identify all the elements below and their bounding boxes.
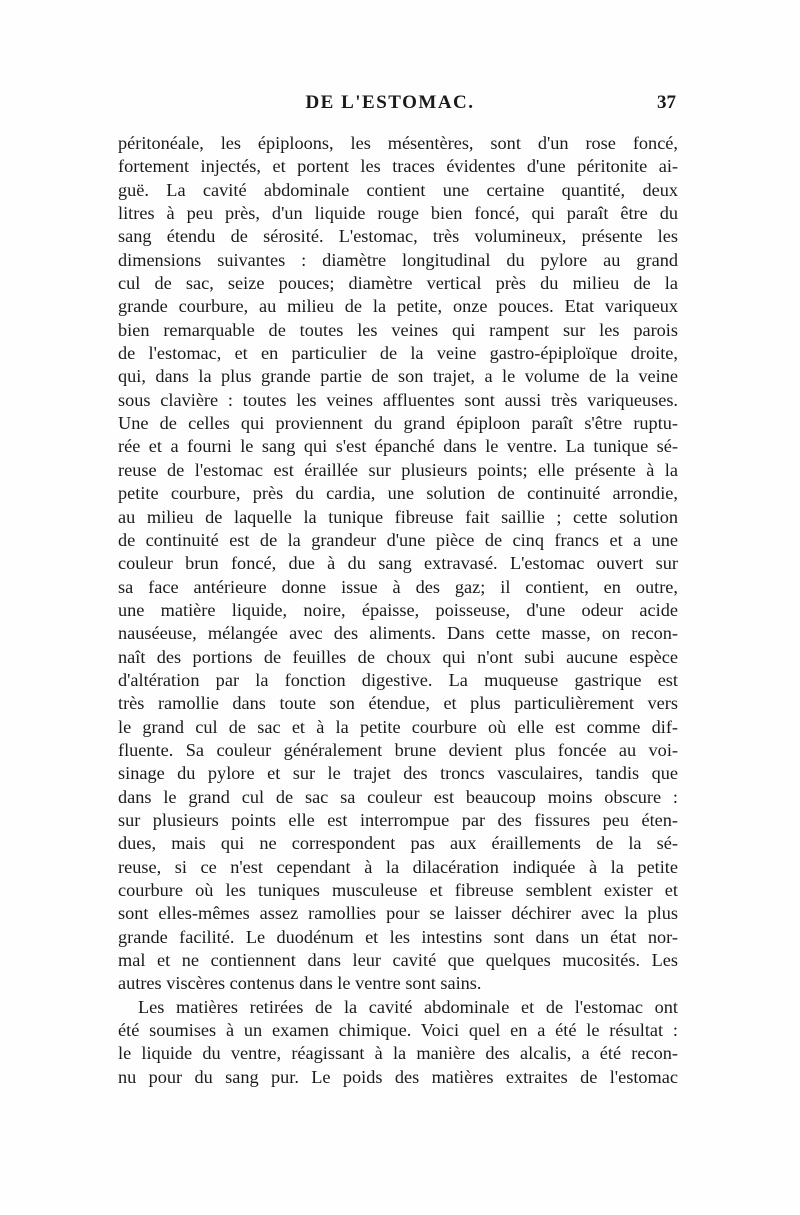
text-line: dans le grand cul de sac sa couleur est beaucoup moins obscure : [118, 786, 678, 807]
text-line: naît des portions de feuilles de choux qui n'ont subi aucune espèce [118, 646, 678, 667]
text-line: de continuité est de la grandeur d'une pièce de cinq francs et a une [118, 529, 678, 550]
text-line: sur plusieurs points elle est interrompue par des fissures peu éten- [118, 809, 678, 830]
text-line: cul de sac, seize pouces; diamètre vertical près du milieu de la [118, 273, 678, 294]
text-line: sous clavière : toutes les veines affluentes sont aussi très variqueuses. [118, 389, 678, 410]
text-line: Les matières retirées de la cavité abdominale et de l'estomac ont [138, 996, 678, 1017]
text-line: couleur brun foncé, due à du sang extravasé. L'estomac ouvert sur [118, 553, 678, 574]
text-line: péritonéale, les épiploons, les mésentères, sont d'un rose foncé, [118, 133, 678, 153]
text-line: dimensions suivantes : diamètre longitudinal du pylore au grand [118, 249, 678, 270]
text-line: le liquide du ventre, réagissant à la manière des alcalis, a été recon- [118, 1043, 678, 1064]
text-line: d'altération par la fonction digestive. La muqueuse gastrique est [118, 669, 678, 690]
text-line: grande courbure, au milieu de la petite, onze pouces. Etat variqueux [118, 296, 678, 317]
text-line: sont elles-mêmes assez ramollies pour se laisser déchirer avec la plus [118, 903, 678, 924]
text-line: au milieu de laquelle la tunique fibreuse fait saillie ; cette solution [118, 506, 678, 527]
text-line: qui, dans la plus grande partie de son trajet, a le volume de la veine [118, 366, 678, 387]
text-line: nauséeuse, mélangée avec des aliments. Dans cette masse, on recon- [118, 623, 678, 644]
text-line: reuse, si ce n'est cependant à la dilacération indiquée à la petite [118, 856, 678, 877]
page-number: 37 [657, 92, 676, 113]
text-line: grande facilité. Le duodénum et les intestins sont dans un état nor- [118, 926, 678, 947]
text-line: reuse de l'estomac est éraillée sur plusieurs points; elle présente à la [118, 459, 678, 480]
text-line: bien remarquable de toutes les veines qui rampent sur les parois [118, 319, 678, 340]
text-line: courbure où les tuniques musculeuse et fibreuse semblent exister et [118, 880, 678, 900]
text-line: rée et a fourni le sang qui s'est épanché dans le ventre. La tunique sé- [118, 436, 678, 457]
text-line: Une de celles qui proviennent du grand épiploon paraît s'être ruptu- [118, 413, 678, 434]
text-line: sa face antérieure donne issue à des gaz; il contient, en outre, [118, 576, 678, 597]
text-line: nu pour du sang pur. Le poids des matières extraites de l'estomac [118, 1066, 678, 1087]
text-line: fortement injectés, et portent les traces évidentes d'une péritonite ai- [118, 156, 678, 177]
text-line: été soumises à un examen chimique. Voici quel en a été le résultat : [118, 1020, 678, 1041]
text-line: le grand cul de sac et à la petite courbure où elle est comme dif- [118, 716, 678, 737]
text-line: une matière liquide, noire, épaisse, poisseuse, d'une odeur acide [118, 599, 678, 620]
text-line: mal et ne contiennent dans leur cavité que quelques mucosités. Les [118, 950, 678, 971]
text-line: guë. La cavité abdominale contient une certaine quantité, deux [118, 179, 678, 200]
text-line: sinage du pylore et sur le trajet des troncs vasculaires, tandis que [118, 763, 678, 784]
body-text [118, 132, 678, 1089]
running-title: DE L'ESTOMAC. [305, 92, 475, 113]
text-line: dues, mais qui ne correspondent pas aux éraillements de la sé- [118, 833, 678, 854]
text-line: petite courbure, près du cardia, une solution de continuité arrondie, [118, 483, 678, 504]
text-line: très ramollie dans toute son étendue, et plus particulièrement vers [118, 693, 678, 714]
text-line: sang étendu de sérosité. L'estomac, très volumineux, présente les [118, 226, 678, 247]
text-line: litres à peu près, d'un liquide rouge bien foncé, qui paraît être du [118, 203, 678, 224]
text-line: fluente. Sa couleur généralement brune devient plus foncée au voi- [118, 739, 678, 760]
running-head [118, 92, 678, 120]
text-line: de l'estomac, et en particulier de la veine gastro-épiploïque droite, [118, 343, 678, 364]
text-line: autres viscères contenus dans le ventre sont sains. [118, 973, 482, 994]
